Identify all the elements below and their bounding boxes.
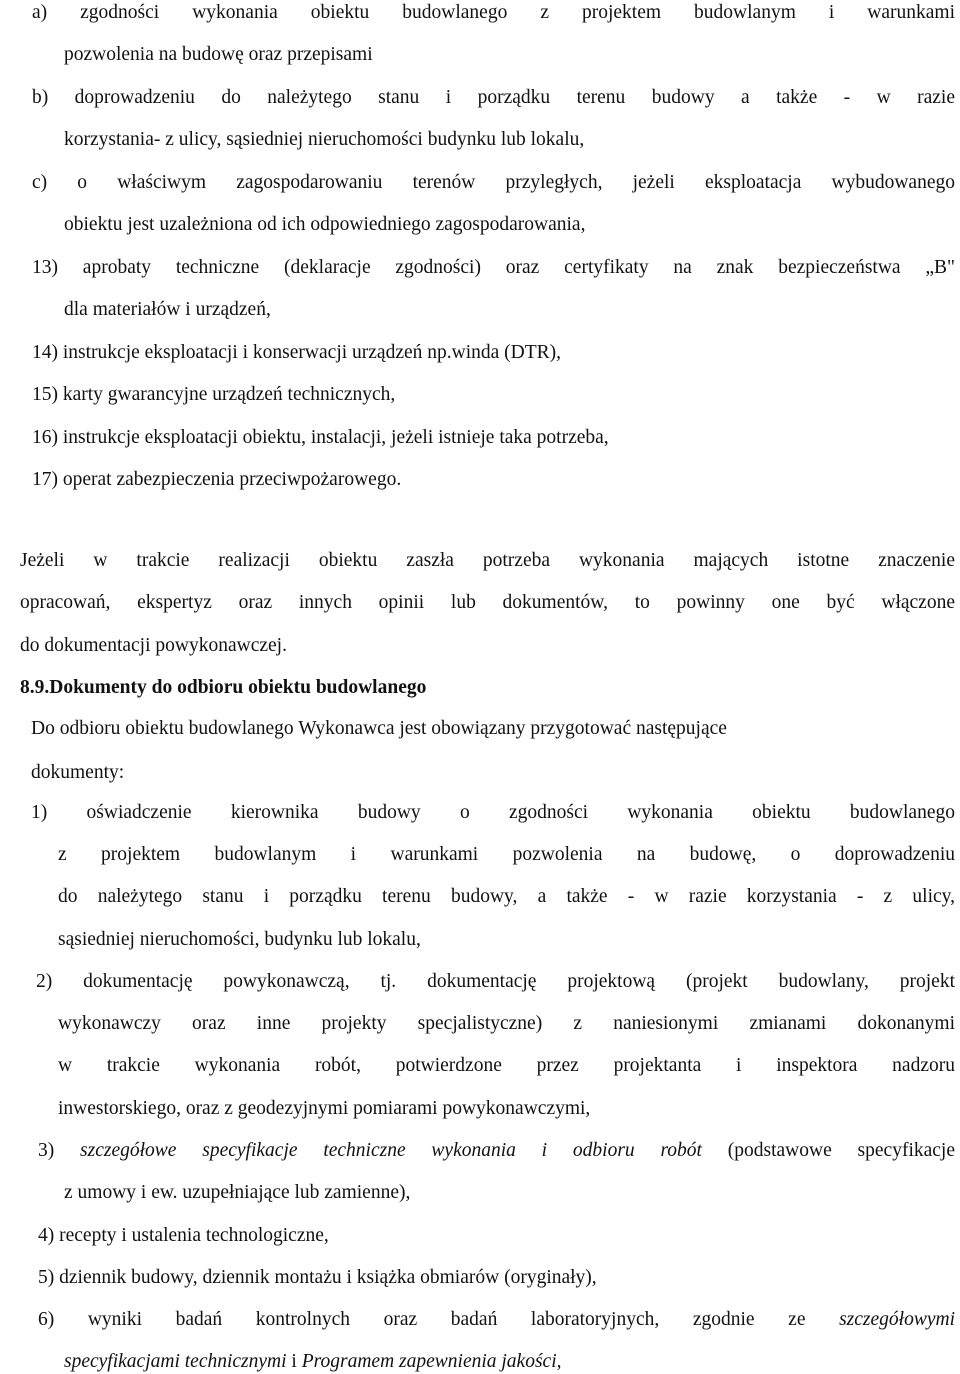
doc-item-1-line3: do należytego stanu i porządku terenu budowy, a także - w razie korzystania - z ulicy, (58, 886, 955, 907)
section-heading: 8.9.Dokumenty do odbioru obiektu budowlanego (20, 677, 427, 698)
doc-item-2-line2: wykonawczy oraz inne projekty specjalistyczne) z naniesionymi zmianami dokonanymi (58, 1013, 955, 1034)
item-b-line1: b) doprowadzeniu do należytego stanu i porządku terenu budowy a także - w razie (32, 87, 955, 108)
doc-item-6-and: i (291, 1351, 297, 1372)
item-17: 17) operat zabezpieczenia przeciwpożarowego. (32, 469, 402, 490)
paragraph-line2: opracowań, ekspertyz oraz innych opinii lub dokumentów, to powinny one być włączone (20, 592, 955, 613)
item-a-line1: a) zgodności wykonania obiektu budowlanego z projektem budowlanym i warunkami (32, 2, 955, 23)
doc-item-6-italic-program: Programem zapewnienia jakości, (301, 1351, 562, 1372)
doc-item-6-line2 (64, 1350, 562, 1374)
doc-item-6-line1 (38, 1308, 955, 1332)
item-14: 14) instrukcje eksploatacji i konserwacji urządzeń np.winda (DTR), (32, 342, 562, 363)
item-16: 16) instrukcje eksploatacji obiektu, instalacji, jeżeli istnieje taka potrzeba, (32, 427, 609, 448)
item-c-line1: c) o właściwym zagospodarowaniu terenów przyległych, jeżeli eksploatacja wybudowanego (32, 172, 955, 193)
item-13-line1: 13) aprobaty techniczne (deklaracje zgodności) oraz certyfikaty na znak bezpieczeństwa „B" (32, 257, 955, 278)
item-15: 15) karty gwarancyjne urządzeń technicznych, (32, 384, 396, 405)
item-c-line2: obiektu jest uzależniona od ich odpowiedniego zagospodarowania, (64, 214, 586, 235)
doc-item-6-italic: szczegółowymi (839, 1309, 955, 1330)
intro-line2: dokumenty: (31, 762, 125, 783)
doc-item-3-line2: z umowy i ew. uzupełniające lub zamienne), (64, 1182, 411, 1203)
doc-item-2-line1: 2) dokumentację powykonawczą, tj. dokumentację projektową (projekt budowlany, projekt (36, 971, 955, 992)
doc-item-1-line2: z projektem budowlanym i warunkami pozwolenia na budowę, o doprowadzeniu (58, 844, 955, 865)
item-a-line2: pozwolenia na budowę oraz przepisami (64, 44, 373, 65)
doc-item-2-line4: inwestorskiego, oraz z geodezyjnymi pomiarami powykonawczymi, (58, 1098, 591, 1119)
doc-item-6-italic-spec: specyfikacjami technicznymi (64, 1351, 287, 1372)
doc-item-2-line3: w trakcie wykonania robót, potwierdzone przez projektanta i inspektora nadzoru (58, 1055, 955, 1076)
doc-item-6-text: 6) wyniki badań kontrolnych oraz badań laboratoryjnych, zgodnie ze (38, 1309, 806, 1330)
item-13-line2: dla materiałów i urządzeń, (64, 299, 271, 320)
doc-item-3-line1 (38, 1139, 955, 1163)
doc-item-3-rest: (podstawowe specyfikacje (727, 1140, 955, 1161)
doc-item-5: 5) dziennik budowy, dziennik montażu i książka obmiarów (oryginały), (38, 1267, 597, 1288)
doc-item-1-line1: 1) oświadczenie kierownika budowy o zgodności wykonania obiektu budowlanego (31, 802, 955, 823)
intro-line1: Do odbioru obiektu budowlanego Wykonawca jest obowiązany przygotować następujące (31, 718, 727, 739)
paragraph-line3: do dokumentacji powykonawczej. (20, 635, 287, 656)
paragraph-line1: Jeżeli w trakcie realizacji obiektu zaszła potrzeba wykonania mających istotne znaczenie (20, 550, 955, 571)
item-b-line2: korzystania- z ulicy, sąsiedniej nieruchomości budynku lub lokalu, (64, 129, 585, 150)
doc-item-1-line4: sąsiedniej nieruchomości, budynku lub lokalu, (58, 929, 421, 950)
doc-item-3-number: 3) (38, 1140, 55, 1161)
doc-item-3-italic: szczegółowe specyfikacje techniczne wykonania i odbioru robót (80, 1140, 702, 1161)
doc-item-4: 4) recepty i ustalenia technologiczne, (38, 1225, 329, 1246)
